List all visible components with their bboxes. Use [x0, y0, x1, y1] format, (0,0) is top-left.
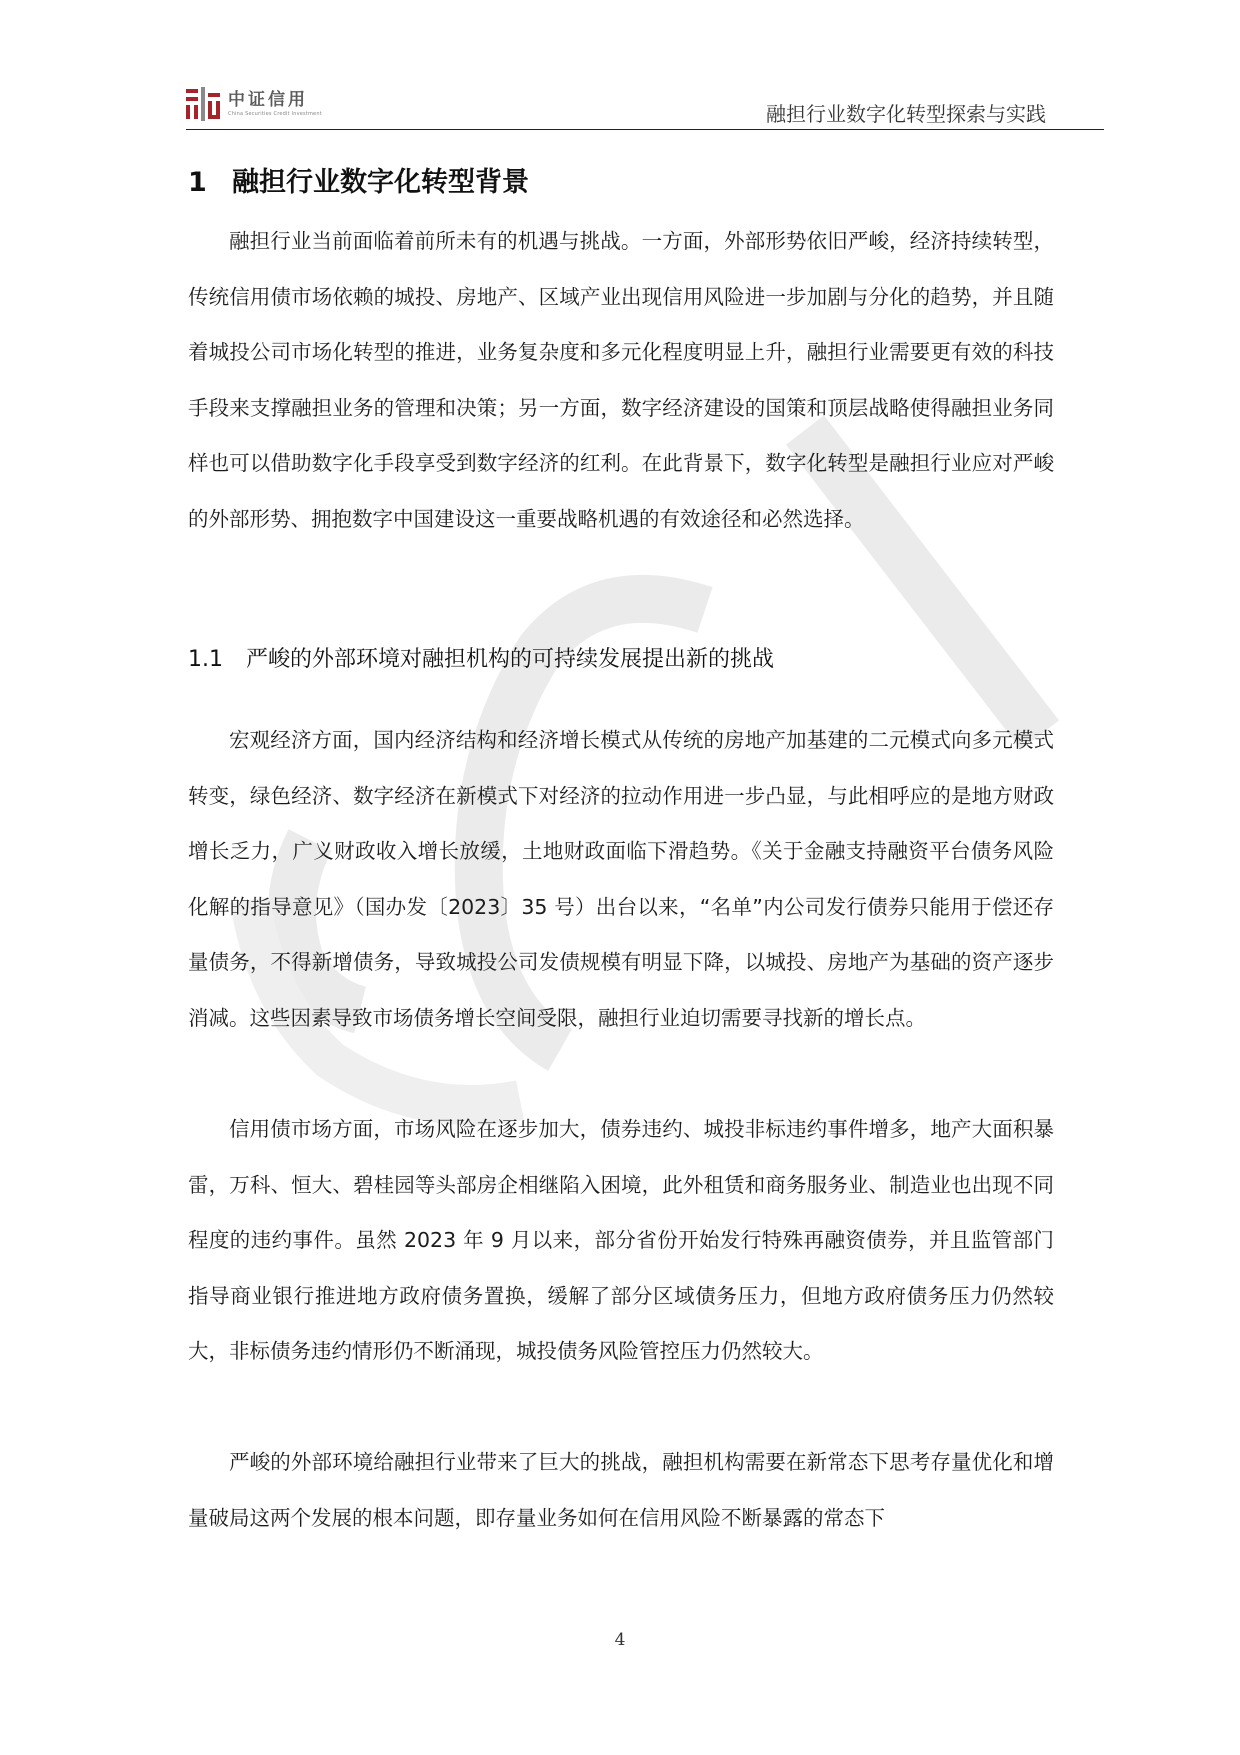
subsection-paragraph-challenges: 严峻的外部环境给融担行业带来了巨大的挑战，融担机构需要在新常态下思考存量优化和增量破局这两个发展的根本问题，即存量业务如何在信用风险不断暴露的常态下 [188, 1450, 1054, 1530]
section-paragraph: 融担行业当前面临着前所未有的机遇与挑战。一方面，外部形势依旧严峻，经济持续转型，传统信用债市场依赖的城投、房地产、区域产业出现信用风险进一步加剧与分化的趋势，并且随着城投公司市场化转型的推进，业务复杂度和多元化程度明显上升，融担行业需要更有效的科技手段来支撑融担业务的管理和决策；另一方面，数字经济建设的国策和顶层战略使得融担业务同样也可以借助数字化手段享受到数字经济的红利。在此背景下，数字化转型是融担行业应对严峻的外部形势、拥抱数字中国建设这一重要战略机遇的有效途径和必然选择。 [188, 229, 1054, 531]
section-number: 1 [188, 167, 207, 198]
section-heading [188, 160, 529, 199]
page-number: 4 [614, 1630, 626, 1650]
logo-mark-icon [186, 87, 220, 121]
subsection-paragraph-macro: 宏观经济方面，国内经济结构和经济增长模式从传统的房地产加基建的二元模式向多元模式转变，绿色经济、数字经济在新模式下对经济的拉动作用进一步凸显，与此相呼应的是地方财政增长乏力，广义财政收入增长放缓，土地财政面临下滑趋势。《关于金融支持融资平台债务风险化解的指导意见》（国办发〔2023〕35 号）出台以来，“名单”内公司发行债券只能用于偿还存量债务，不得新增债务，导致城投公司发债规模有明显下降，以城投、房地产为基础的资产逐步消减。这些因素导致市场债务增长空间受限，融担行业迫切需要寻找新的增长点。 [188, 728, 1054, 1030]
logo-english-name: China Securities Credit Investment [228, 111, 322, 117]
subsection-heading [188, 642, 774, 673]
header-divider [186, 129, 1104, 130]
subsection-paragraph-credit-market: 信用债市场方面，市场风险在逐步加大，债券违约、城投非标违约事件增多，地产大面积暴雷，万科、恒大、碧桂园等头部房企相继陷入困境，此外租赁和商务服务业、制造业也出现不同程度的违约事件。虽然 2023 年 9 月以来，部分省份开始发行特殊再融资债券，并且监管部门指导商业银行推进地方政府债务置换，缓解了部分区域债务压力，但地方政府债务压力仍然较大，非标债务违约情形仍不断涌现，城投债务风险管控压力仍然较大。 [188, 1117, 1054, 1363]
subsection-title: 严峻的外部环境对融担机构的可持续发展提出新的挑战 [246, 647, 775, 672]
section-title: 融担行业数字化转型背景 [232, 167, 529, 198]
running-header-title: 融担行业数字化转型探索与实践 [766, 102, 1046, 126]
company-logo [186, 84, 322, 124]
logo-chinese-name: 中证信用 [228, 90, 308, 110]
subsection-number: 1.1 [188, 647, 223, 672]
